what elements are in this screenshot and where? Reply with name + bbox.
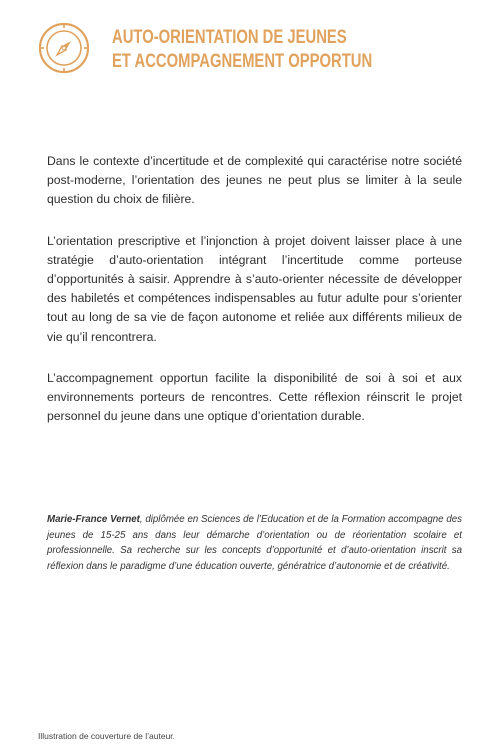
compass-icon [38,22,90,74]
paragraph-3: L’accompagnement opportun facilite la disponibilité de soi à soi et aux environnements porteurs de rencontres. Cette réflexion réinscrit le projet personnel du jeune dans une optique d’orientation durable. [47,370,462,424]
paragraph-1: Dans le contexte d’incertitude et de complexité qui caractérise notre société post-moderne, l’orientation des jeunes ne peut plus se limiter à la seule question du choix de filière. [47,154,462,207]
title-line-1: AUTO-ORIENTATION DE JEUNES [112,27,347,48]
illustration-credit: Illustration de couverture de l’auteur. [38,731,176,741]
author-bio [47,512,462,574]
author-name: Marie-France Vernet [47,514,140,525]
author-bio-text: , diplômée en Sciences de l’Education et de la Formation accompagne des jeunes de 15-25 ans dans leur démarche d’orientation ou de réorientation scolaire et professionnelle. Sa recherche sur les concepts d’opportunité et d’auto-orientation inscrit sa réflexion dans le paradigme d’une éducation ouverte, génératrice d’autonomie et de créativité. [47,514,462,572]
paragraph-2: L’orientation prescriptive et l’injonction à projet doivent laisser place à une stratégie d’auto-orientation intégrant l’incertitude comme porteuse d’opportunités à saisir. Apprendre à s’auto-orienter nécessite de développer des habiletés et compétences indispensables au futur adulte pour s’orienter tout au long de sa vie de façon autonome et reliée aux différents milieux de vie qu’il rencontrera. [47,233,462,344]
header [38,20,478,84]
back-cover-text [47,152,462,448]
book-title [112,26,372,74]
title-line-2: ET ACCOMPAGNEMENT OPPORTUN [112,51,373,72]
